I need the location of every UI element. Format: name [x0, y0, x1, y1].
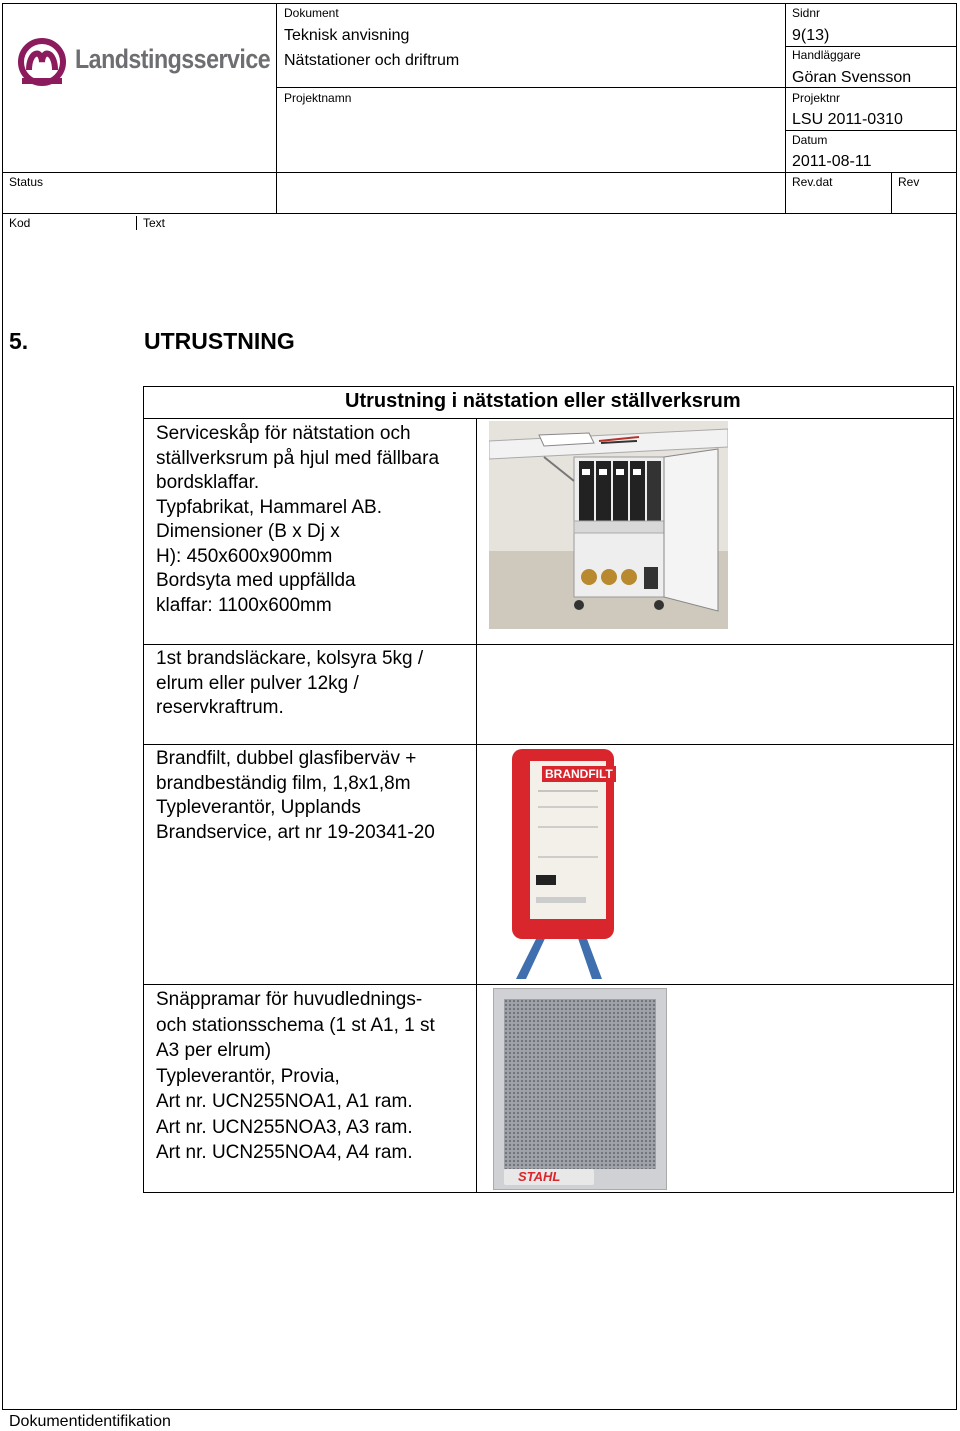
dokument-line2: Nätstationer och driftrum: [284, 52, 460, 69]
section-title: UTRUSTNING: [144, 328, 295, 354]
projektnamn-label: Projektnamn: [284, 91, 352, 105]
datum-value: 2011-08-11: [792, 153, 872, 170]
row1-text: Serviceskåp för nätstation och ställverksrum på hjul med fällbara bordsklaffar. Typfabrikat, Hammarel AB. Dimensioner (B x Dj x H): 450x600x900mm Bordsyta med uppfällda klaffar: 1100x600mm: [156, 423, 440, 616]
rev-label: Rev: [898, 175, 920, 189]
handlaggare-value: Göran Svensson: [792, 69, 912, 86]
brandfilt-label: BRANDFILT: [542, 766, 616, 782]
service-cabinet-image: [489, 421, 728, 629]
row4-text: Snäppramar för huvudlednings- och stationsschema (1 st A1, 1 st A3 per elrum) Typleverantör, Provia, Art nr. UCN255NOA1, A1 ram. Art nr. UCN255NOA3, A3 ram. Art nr. UCN255NOA4, A4 ram.: [156, 989, 435, 1163]
row3-text: Brandfilt, dubbel glasfiberväv + brandbeständig film, 1,8x1,8m Typleverantör, Upplands Brandservice, art nr 19-20341-20: [156, 748, 435, 843]
sidnr-value: 9(13): [792, 27, 830, 44]
kod-label: Kod: [9, 216, 31, 230]
dokument-label: Dokument: [284, 6, 339, 20]
stahl-label: STAHL: [518, 1169, 561, 1184]
section-number: 5.: [9, 328, 29, 354]
logo-text: Landstingsservice: [75, 44, 271, 74]
projektnr-label: Projektnr: [792, 91, 841, 105]
sidnr-label: Sidnr: [792, 6, 821, 20]
table-title: Utrustning i nätstation eller ställverksrum: [345, 390, 741, 412]
text-label: Text: [143, 216, 166, 230]
status-label: Status: [9, 175, 44, 189]
fire-blanket-image: [508, 747, 618, 984]
handlaggare-label: Handläggare: [792, 48, 861, 62]
dokument-line1: Teknisk anvisning: [284, 27, 410, 44]
snap-frame-image: [493, 988, 667, 1190]
landstingsservice-logo-icon: [17, 38, 67, 88]
revdat-label: Rev.dat: [792, 175, 833, 189]
logo: [17, 38, 271, 88]
datum-label: Datum: [792, 133, 828, 147]
row2-text: 1st brandsläckare, kolsyra 5kg / elrum eller pulver 12kg / reservkraftrum.: [156, 648, 424, 718]
projektnr-value: LSU 2011-0310: [792, 111, 903, 128]
stahl-badge: [504, 1169, 594, 1185]
footer-label: Dokumentidentifikation: [9, 1413, 171, 1430]
